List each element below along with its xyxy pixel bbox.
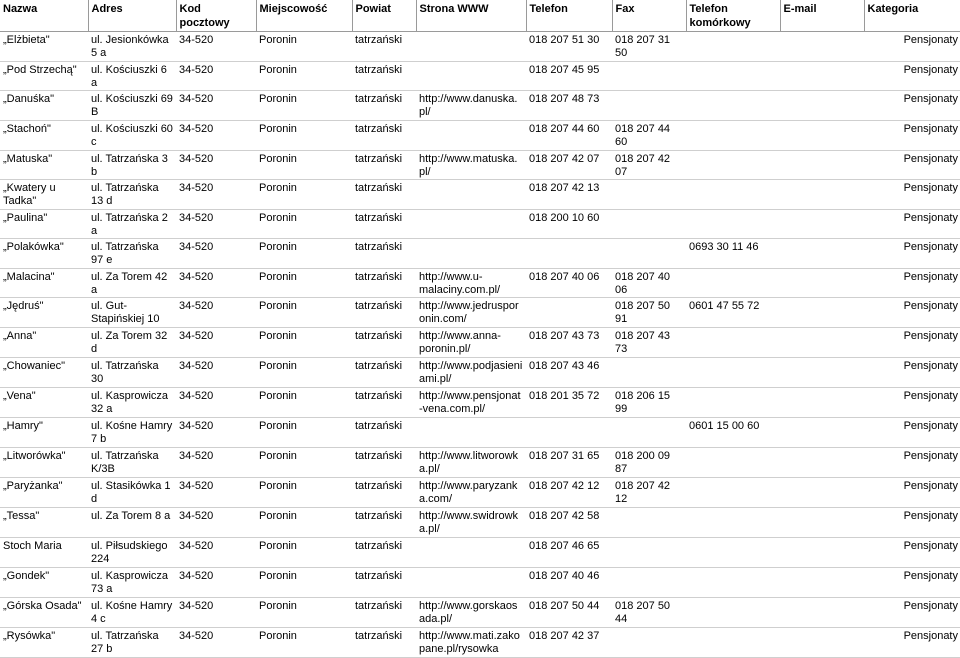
cell-zip: 34-520 bbox=[176, 151, 256, 180]
cell-county: tatrzański bbox=[352, 239, 416, 269]
cell-phone: 018 207 40 06 bbox=[526, 269, 612, 298]
cell-address: ul. Za Torem 8 a bbox=[88, 508, 176, 538]
cell-address: ul. Tatrzańska 2 a bbox=[88, 210, 176, 239]
cell-phone: 018 207 42 37 bbox=[526, 628, 612, 658]
cell-city: Poronin bbox=[256, 598, 352, 628]
cell-county: tatrzański bbox=[352, 358, 416, 388]
header-city: Miejscowość bbox=[256, 0, 352, 32]
cell-mobile bbox=[686, 358, 780, 388]
cell-fax bbox=[612, 418, 686, 448]
cell-zip: 34-520 bbox=[176, 32, 256, 62]
cell-phone: 018 207 42 58 bbox=[526, 508, 612, 538]
cell-name: „Rysówka" bbox=[0, 628, 88, 658]
cell-county: tatrzański bbox=[352, 568, 416, 598]
table-row bbox=[0, 121, 960, 151]
table-row bbox=[0, 598, 960, 628]
cell-mobile bbox=[686, 32, 780, 62]
cell-category: Pensjonaty bbox=[864, 598, 960, 628]
cell-email bbox=[780, 538, 864, 568]
table-row bbox=[0, 180, 960, 210]
cell-mobile: 0693 30 11 46 bbox=[686, 239, 780, 269]
cell-category: Pensjonaty bbox=[864, 448, 960, 478]
cell-address: ul. Tatrzańska K/3B bbox=[88, 448, 176, 478]
header-mobile: Telefon komórkowy bbox=[686, 0, 780, 32]
cell-fax: 018 207 43 73 bbox=[612, 328, 686, 358]
cell-fax bbox=[612, 358, 686, 388]
cell-zip: 34-520 bbox=[176, 508, 256, 538]
table-row bbox=[0, 91, 960, 121]
cell-zip: 34-520 bbox=[176, 298, 256, 328]
table-row bbox=[0, 388, 960, 418]
cell-mobile bbox=[686, 91, 780, 121]
cell-email bbox=[780, 568, 864, 598]
cell-mobile bbox=[686, 328, 780, 358]
cell-city: Poronin bbox=[256, 121, 352, 151]
cell-fax: 018 207 50 91 bbox=[612, 298, 686, 328]
cell-www[interactable]: http://www.mati.zakopane.pl/rysowka bbox=[416, 628, 526, 658]
table-row bbox=[0, 62, 960, 91]
cell-mobile: 0601 15 00 60 bbox=[686, 418, 780, 448]
cell-name: „Stachoń" bbox=[0, 121, 88, 151]
cell-email bbox=[780, 448, 864, 478]
cell-www bbox=[416, 121, 526, 151]
cell-mobile bbox=[686, 62, 780, 91]
cell-fax: 018 200 09 87 bbox=[612, 448, 686, 478]
cell-address: ul. Tatrzańska 30 bbox=[88, 358, 176, 388]
cell-address: ul. Kasprowicza 32 a bbox=[88, 388, 176, 418]
cell-zip: 34-520 bbox=[176, 180, 256, 210]
cell-category: Pensjonaty bbox=[864, 180, 960, 210]
cell-name: „Tessa" bbox=[0, 508, 88, 538]
cell-address: ul. Kośne Hamry 7 b bbox=[88, 418, 176, 448]
cell-name: „Polakówka" bbox=[0, 239, 88, 269]
cell-mobile bbox=[686, 210, 780, 239]
cell-zip: 34-520 bbox=[176, 598, 256, 628]
cell-www[interactable]: http://www.paryzanka.com/ bbox=[416, 478, 526, 508]
table-row bbox=[0, 151, 960, 180]
table-header bbox=[0, 0, 960, 32]
cell-address: ul. Kościuszki 69 B bbox=[88, 91, 176, 121]
cell-email bbox=[780, 32, 864, 62]
cell-category: Pensjonaty bbox=[864, 388, 960, 418]
cell-address: ul. Kościuszki 6 a bbox=[88, 62, 176, 91]
cell-mobile bbox=[686, 598, 780, 628]
cell-address: ul. Piłsudskiego 224 bbox=[88, 538, 176, 568]
table-row bbox=[0, 32, 960, 62]
cell-zip: 34-520 bbox=[176, 269, 256, 298]
cell-phone: 018 207 40 46 bbox=[526, 568, 612, 598]
header-address: Adres bbox=[88, 0, 176, 32]
cell-county: tatrzański bbox=[352, 388, 416, 418]
table-row bbox=[0, 478, 960, 508]
cell-address: ul. Tatrzańska 27 b bbox=[88, 628, 176, 658]
cell-email bbox=[780, 239, 864, 269]
cell-name: „Malacina" bbox=[0, 269, 88, 298]
cell-www bbox=[416, 210, 526, 239]
cell-city: Poronin bbox=[256, 448, 352, 478]
cell-zip: 34-520 bbox=[176, 91, 256, 121]
cell-city: Poronin bbox=[256, 388, 352, 418]
cell-www bbox=[416, 32, 526, 62]
cell-email bbox=[780, 628, 864, 658]
cell-category: Pensjonaty bbox=[864, 538, 960, 568]
cell-zip: 34-520 bbox=[176, 388, 256, 418]
header-name: Nazwa bbox=[0, 0, 88, 32]
cell-email bbox=[780, 180, 864, 210]
cell-phone: 018 207 42 12 bbox=[526, 478, 612, 508]
cell-fax bbox=[612, 180, 686, 210]
cell-phone: 018 201 35 72 bbox=[526, 388, 612, 418]
table-row bbox=[0, 568, 960, 598]
cell-fax: 018 207 31 50 bbox=[612, 32, 686, 62]
cell-phone: 018 207 43 73 bbox=[526, 328, 612, 358]
cell-category: Pensjonaty bbox=[864, 91, 960, 121]
header-email: E-mail bbox=[780, 0, 864, 32]
cell-www[interactable]: http://www.u-malaciny.com.pl/ bbox=[416, 269, 526, 298]
cell-www bbox=[416, 239, 526, 269]
cell-www[interactable]: http://www.gorskaosada.pl/ bbox=[416, 598, 526, 628]
cell-fax: 018 207 40 06 bbox=[612, 269, 686, 298]
cell-address: ul. Za Torem 42 a bbox=[88, 269, 176, 298]
cell-phone: 018 207 46 65 bbox=[526, 538, 612, 568]
table-row bbox=[0, 239, 960, 269]
cell-city: Poronin bbox=[256, 358, 352, 388]
cell-mobile bbox=[686, 269, 780, 298]
cell-address: ul. Kośne Hamry 4 c bbox=[88, 598, 176, 628]
header-county: Powiat bbox=[352, 0, 416, 32]
cell-email bbox=[780, 418, 864, 448]
cell-email bbox=[780, 298, 864, 328]
cell-city: Poronin bbox=[256, 298, 352, 328]
cell-mobile bbox=[686, 151, 780, 180]
cell-city: Poronin bbox=[256, 478, 352, 508]
cell-zip: 34-520 bbox=[176, 239, 256, 269]
table-row bbox=[0, 210, 960, 239]
cell-county: tatrzański bbox=[352, 448, 416, 478]
cell-www bbox=[416, 538, 526, 568]
cell-mobile bbox=[686, 568, 780, 598]
cell-phone bbox=[526, 298, 612, 328]
cell-address: ul. Tatrzańska 13 d bbox=[88, 180, 176, 210]
cell-county: tatrzański bbox=[352, 121, 416, 151]
cell-www bbox=[416, 568, 526, 598]
cell-county: tatrzański bbox=[352, 62, 416, 91]
cell-email bbox=[780, 478, 864, 508]
cell-zip: 34-520 bbox=[176, 418, 256, 448]
cell-mobile: 0601 47 55 72 bbox=[686, 298, 780, 328]
cell-www[interactable]: http://www.litworowka.pl/ bbox=[416, 448, 526, 478]
cell-county: tatrzański bbox=[352, 598, 416, 628]
cell-name: „Jędruś" bbox=[0, 298, 88, 328]
cell-mobile bbox=[686, 121, 780, 151]
cell-county: tatrzański bbox=[352, 298, 416, 328]
table-row bbox=[0, 298, 960, 328]
cell-category: Pensjonaty bbox=[864, 328, 960, 358]
header-category: Kategoria bbox=[864, 0, 960, 32]
cell-name: „Anna" bbox=[0, 328, 88, 358]
cell-fax bbox=[612, 210, 686, 239]
cell-category: Pensjonaty bbox=[864, 32, 960, 62]
cell-mobile bbox=[686, 628, 780, 658]
cell-county: tatrzański bbox=[352, 538, 416, 568]
table-row bbox=[0, 448, 960, 478]
table-row bbox=[0, 358, 960, 388]
cell-fax bbox=[612, 508, 686, 538]
cell-mobile bbox=[686, 180, 780, 210]
cell-mobile bbox=[686, 388, 780, 418]
cell-mobile bbox=[686, 538, 780, 568]
cell-city: Poronin bbox=[256, 151, 352, 180]
cell-zip: 34-520 bbox=[176, 121, 256, 151]
cell-city: Poronin bbox=[256, 628, 352, 658]
cell-county: tatrzański bbox=[352, 91, 416, 121]
cell-category: Pensjonaty bbox=[864, 121, 960, 151]
cell-name: „Kwatery u Tadka" bbox=[0, 180, 88, 210]
table-row bbox=[0, 418, 960, 448]
cell-category: Pensjonaty bbox=[864, 269, 960, 298]
cell-city: Poronin bbox=[256, 91, 352, 121]
cell-name: „Vena" bbox=[0, 388, 88, 418]
cell-address: ul. Kościuszki 60 c bbox=[88, 121, 176, 151]
cell-address: ul. Gut-Stapińskiej 10 bbox=[88, 298, 176, 328]
cell-phone: 018 207 45 95 bbox=[526, 62, 612, 91]
cell-city: Poronin bbox=[256, 239, 352, 269]
cell-www bbox=[416, 418, 526, 448]
cell-www[interactable]: http://www.swidrowka.pl/ bbox=[416, 508, 526, 538]
cell-zip: 34-520 bbox=[176, 328, 256, 358]
cell-mobile bbox=[686, 478, 780, 508]
cell-city: Poronin bbox=[256, 568, 352, 598]
table-row bbox=[0, 508, 960, 538]
cell-email bbox=[780, 62, 864, 91]
cell-email bbox=[780, 358, 864, 388]
cell-category: Pensjonaty bbox=[864, 418, 960, 448]
cell-category: Pensjonaty bbox=[864, 210, 960, 239]
cell-email bbox=[780, 508, 864, 538]
cell-name: „Litworówka" bbox=[0, 448, 88, 478]
cell-email bbox=[780, 151, 864, 180]
cell-city: Poronin bbox=[256, 328, 352, 358]
cell-name: „Górska Osada" bbox=[0, 598, 88, 628]
cell-mobile bbox=[686, 508, 780, 538]
cell-mobile bbox=[686, 448, 780, 478]
cell-name: „Elżbieta" bbox=[0, 32, 88, 62]
cell-city: Poronin bbox=[256, 269, 352, 298]
cell-fax: 018 206 15 99 bbox=[612, 388, 686, 418]
cell-zip: 34-520 bbox=[176, 628, 256, 658]
cell-county: tatrzański bbox=[352, 151, 416, 180]
cell-phone: 018 207 48 73 bbox=[526, 91, 612, 121]
cell-fax: 018 207 50 44 bbox=[612, 598, 686, 628]
cell-www[interactable]: http://www.podjasieniami.pl/ bbox=[416, 358, 526, 388]
cell-category: Pensjonaty bbox=[864, 478, 960, 508]
cell-zip: 34-520 bbox=[176, 538, 256, 568]
cell-name: „Gondek" bbox=[0, 568, 88, 598]
cell-phone bbox=[526, 239, 612, 269]
cell-address: ul. Tatrzańska 97 e bbox=[88, 239, 176, 269]
cell-name: Stoch Maria bbox=[0, 538, 88, 568]
cell-www[interactable]: http://www.anna-poronin.pl/ bbox=[416, 328, 526, 358]
cell-county: tatrzański bbox=[352, 269, 416, 298]
cell-name: „Paulina" bbox=[0, 210, 88, 239]
table-body bbox=[0, 32, 960, 658]
cell-category: Pensjonaty bbox=[864, 358, 960, 388]
cell-phone: 018 207 43 46 bbox=[526, 358, 612, 388]
cell-county: tatrzański bbox=[352, 508, 416, 538]
cell-email bbox=[780, 210, 864, 239]
cell-phone: 018 207 44 60 bbox=[526, 121, 612, 151]
cell-zip: 34-520 bbox=[176, 62, 256, 91]
cell-county: tatrzański bbox=[352, 328, 416, 358]
cell-www[interactable]: http://www.matuska.pl/ bbox=[416, 151, 526, 180]
cell-fax: 018 207 44 60 bbox=[612, 121, 686, 151]
cell-email bbox=[780, 269, 864, 298]
header-fax: Fax bbox=[612, 0, 686, 32]
cell-fax bbox=[612, 568, 686, 598]
cell-zip: 34-520 bbox=[176, 210, 256, 239]
cell-fax bbox=[612, 62, 686, 91]
cell-category: Pensjonaty bbox=[864, 298, 960, 328]
cell-city: Poronin bbox=[256, 180, 352, 210]
table-row bbox=[0, 328, 960, 358]
cell-zip: 34-520 bbox=[176, 448, 256, 478]
cell-phone: 018 207 42 13 bbox=[526, 180, 612, 210]
cell-county: tatrzański bbox=[352, 210, 416, 239]
cell-email bbox=[780, 121, 864, 151]
cell-city: Poronin bbox=[256, 62, 352, 91]
cell-email bbox=[780, 328, 864, 358]
cell-address: ul. Kasprowicza 73 a bbox=[88, 568, 176, 598]
header-www: Strona WWW bbox=[416, 0, 526, 32]
cell-county: tatrzański bbox=[352, 418, 416, 448]
cell-city: Poronin bbox=[256, 538, 352, 568]
cell-county: tatrzański bbox=[352, 478, 416, 508]
cell-fax: 018 207 42 07 bbox=[612, 151, 686, 180]
cell-category: Pensjonaty bbox=[864, 508, 960, 538]
cell-zip: 34-520 bbox=[176, 568, 256, 598]
cell-address: ul. Za Torem 32 d bbox=[88, 328, 176, 358]
cell-email bbox=[780, 598, 864, 628]
cell-name: „Matuska" bbox=[0, 151, 88, 180]
cell-name: „Chowaniec" bbox=[0, 358, 88, 388]
table-row bbox=[0, 269, 960, 298]
cell-email bbox=[780, 388, 864, 418]
cell-address: ul. Stasikówka 1 d bbox=[88, 478, 176, 508]
table-row bbox=[0, 628, 960, 658]
cell-zip: 34-520 bbox=[176, 358, 256, 388]
cell-category: Pensjonaty bbox=[864, 568, 960, 598]
cell-fax bbox=[612, 91, 686, 121]
header-phone: Telefon bbox=[526, 0, 612, 32]
cell-name: „Hamry" bbox=[0, 418, 88, 448]
cell-phone: 018 200 10 60 bbox=[526, 210, 612, 239]
cell-fax bbox=[612, 538, 686, 568]
cell-category: Pensjonaty bbox=[864, 239, 960, 269]
cell-www[interactable]: http://www.jedrusporonin.com/ bbox=[416, 298, 526, 328]
cell-name: „Paryżanka" bbox=[0, 478, 88, 508]
cell-zip: 34-520 bbox=[176, 478, 256, 508]
cell-category: Pensjonaty bbox=[864, 628, 960, 658]
cell-name: „Pod Strzechą" bbox=[0, 62, 88, 91]
cell-city: Poronin bbox=[256, 32, 352, 62]
header-zip: Kod pocztowy bbox=[176, 0, 256, 32]
cell-county: tatrzański bbox=[352, 32, 416, 62]
cell-www[interactable]: http://www.pensjonat-vena.com.pl/ bbox=[416, 388, 526, 418]
cell-city: Poronin bbox=[256, 508, 352, 538]
cell-www[interactable]: http://www.danuska.pl/ bbox=[416, 91, 526, 121]
cell-address: ul. Tatrzańska 3 b bbox=[88, 151, 176, 180]
cell-county: tatrzański bbox=[352, 628, 416, 658]
cell-www bbox=[416, 180, 526, 210]
cell-category: Pensjonaty bbox=[864, 62, 960, 91]
cell-county: tatrzański bbox=[352, 180, 416, 210]
cell-fax bbox=[612, 628, 686, 658]
cell-phone: 018 207 42 07 bbox=[526, 151, 612, 180]
cell-phone: 018 207 31 65 bbox=[526, 448, 612, 478]
cell-phone: 018 207 50 44 bbox=[526, 598, 612, 628]
table-row bbox=[0, 538, 960, 568]
cell-city: Poronin bbox=[256, 210, 352, 239]
cell-fax bbox=[612, 239, 686, 269]
cell-name: „Danuśka" bbox=[0, 91, 88, 121]
cell-phone bbox=[526, 418, 612, 448]
cell-address: ul. Jesionkówka 5 a bbox=[88, 32, 176, 62]
cell-email bbox=[780, 91, 864, 121]
cell-fax: 018 207 42 12 bbox=[612, 478, 686, 508]
cell-phone: 018 207 51 30 bbox=[526, 32, 612, 62]
cell-www bbox=[416, 62, 526, 91]
cell-category: Pensjonaty bbox=[864, 151, 960, 180]
cell-city: Poronin bbox=[256, 418, 352, 448]
